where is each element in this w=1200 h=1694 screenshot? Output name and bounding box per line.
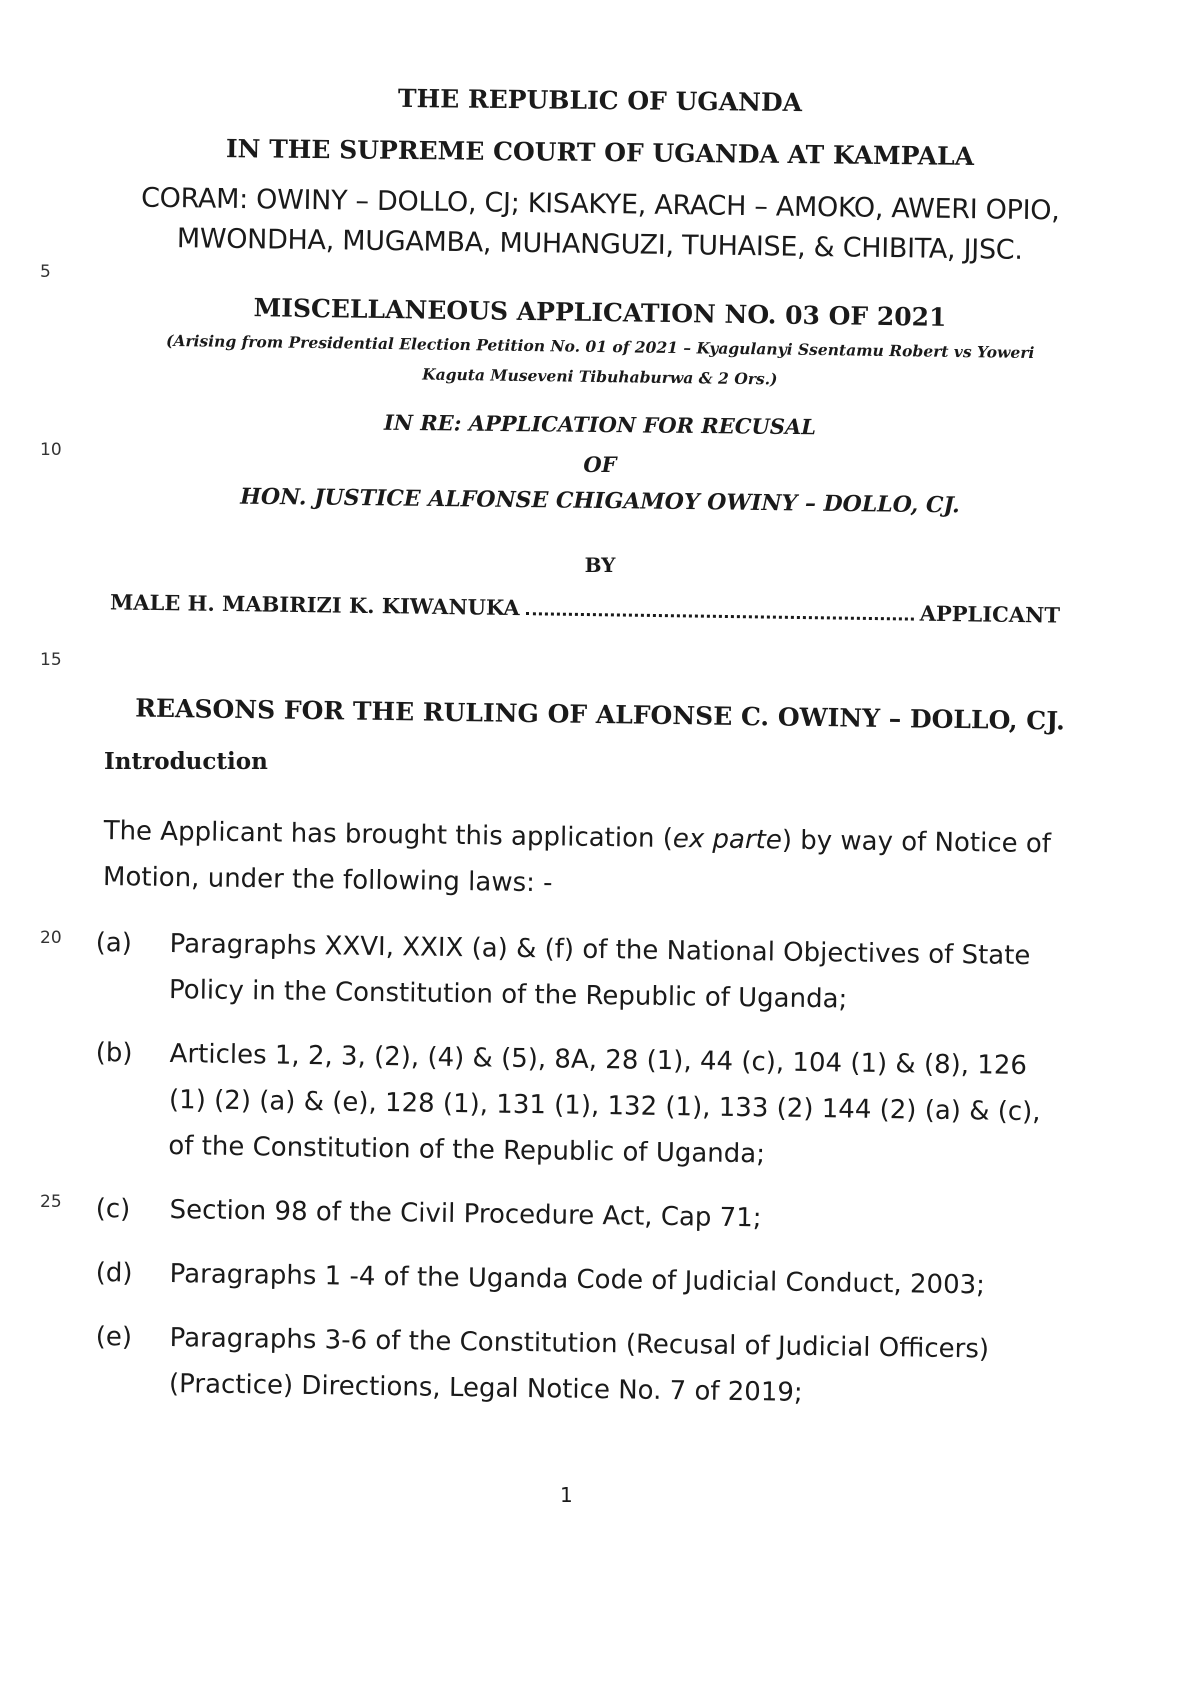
list-item: [95, 920, 1056, 1025]
list-item: [95, 1250, 1056, 1309]
list-item-label: (a): [95, 927, 133, 959]
application-number: MISCELLANEOUS APPLICATION NO. 03 OF 2021: [253, 293, 947, 332]
justice-name: HON. JUSTICE ALFONSE CHIGAMOY OWINY – DOLLO, CJ.: [240, 483, 960, 519]
list-item-label: (c): [95, 1193, 131, 1225]
introduction-heading: Introduction: [104, 748, 268, 775]
list-item-text: Articles 1, 2, 3, (2), (4) & (5), 8A, 28 (1), 44 (c), 104 (1) & (8), 126 (1) (2) (a) & (e), 128 (1), 131 (1), 132 (1), 133 (2) 144 (2) (a) & (c), of the Constitution of the Republic of Uganda;: [168, 1039, 1041, 1170]
list-item-label: (e): [95, 1321, 133, 1353]
line-number-25: 25: [40, 1192, 62, 1212]
line-number-15: 15: [40, 650, 62, 670]
list-item-label: (d): [95, 1257, 133, 1289]
list-item-text: Paragraphs 3-6 of the Constitution (Recusal of Judicial Officers) (Practice) Directions, Legal Notice No. 7 of 2019;: [168, 1323, 990, 1408]
intro-paragraph: [103, 808, 1054, 913]
of-line: OF: [583, 452, 617, 477]
para-text-after: ) by way of Notice of Motion, under the following laws: -: [102, 825, 1052, 899]
para-text-before: The Applicant has brought this application (: [103, 815, 674, 854]
line-number-5: 5: [40, 262, 51, 282]
list-item-text: Paragraphs XXVI, XXIX (a) & (f) of the National Objectives of State Policy in the Constitution of the Republic of Uganda;: [168, 929, 1031, 1015]
coram: [99, 178, 1100, 272]
list-item: [95, 1314, 1056, 1419]
party-line: [110, 589, 1060, 627]
leader-dots: [526, 598, 914, 620]
list-item: [95, 1186, 1056, 1245]
party-name: MALE H. MABIRIZI K. KIWANUKA: [109, 589, 520, 621]
list-item-label: (b): [95, 1037, 133, 1069]
coram-line-2: MWONDHA, MUGAMBA, MUHANGUZI, TUHAISE, & CHIBITA, JJSC.: [176, 223, 1023, 266]
arising-line-2: Kaguta Museveni Tibuhaburwa & 2 Ors.): [422, 364, 778, 389]
line-number-10: 10: [40, 440, 62, 460]
list-item-text: Paragraphs 1 -4 of the Uganda Code of Judicial Conduct, 2003;: [169, 1259, 986, 1301]
page-number: 1: [560, 1483, 573, 1507]
republic-title: THE REPUBLIC OF UGANDA: [397, 83, 803, 118]
by-line: BY: [584, 553, 616, 577]
party-role: APPLICANT: [919, 600, 1061, 628]
in-re-line: IN RE: APPLICATION FOR RECUSAL: [383, 409, 817, 440]
list-item-text: Section 98 of the Civil Procedure Act, Cap 71;: [169, 1195, 762, 1234]
list-item: [94, 1030, 1056, 1181]
para-italic: ex parte: [672, 823, 783, 856]
arising-line-1: (Arising from Presidential Election Petition No. 01 of 2021 – Kyagulanyi Ssentamu Robert vs Yoweri: [165, 330, 1035, 363]
line-number-20: 20: [40, 928, 62, 948]
court-title: IN THE SUPREME COURT OF UGANDA AT KAMPALA: [225, 134, 975, 171]
coram-line-1: CORAM: OWINY – DOLLO, CJ; KISAKYE, ARACH – AMOKO, AWERI OPIO,: [140, 182, 1060, 227]
arising-from: [110, 325, 1091, 399]
ruling-heading: REASONS FOR THE RULING OF ALFONSE C. OWINY – DOLLO, CJ.: [135, 693, 1065, 736]
